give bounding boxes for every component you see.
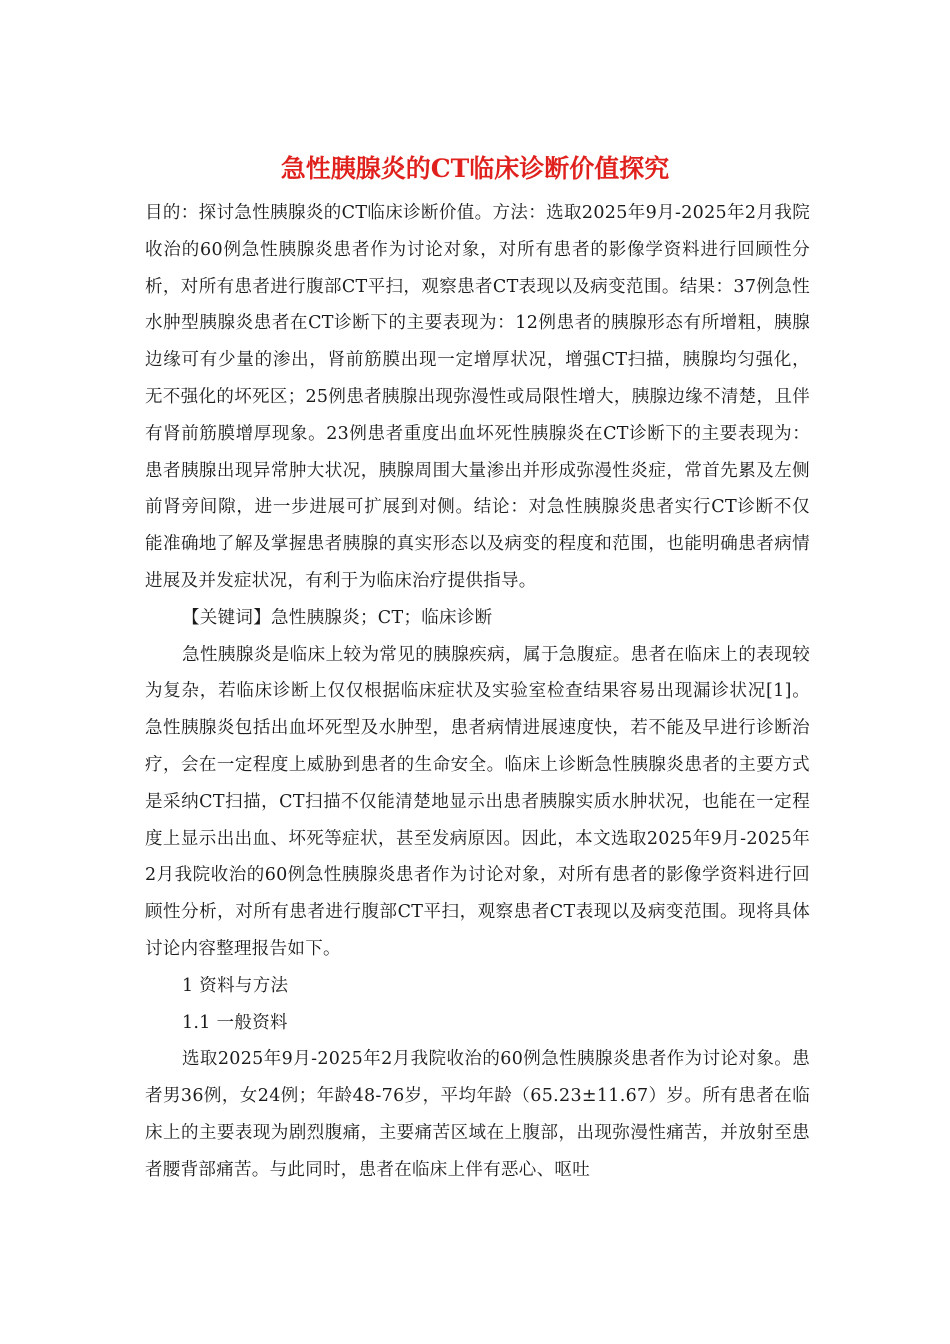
subsection-heading: 1.1 一般资料 bbox=[182, 1012, 288, 1033]
document-body bbox=[145, 195, 810, 1189]
general-info-paragraph: 选取2025年9月-2025年2月我院收治的60例急性胰腺炎患者作为讨论对象。患者男36例，女24例；年龄48-76岁，平均年龄（65.23±11.67）岁。所有患者在临床上的主要表现为剧烈腹痛，主要痛苦区域在上腹部，出现弥漫性痛苦，并放射至患者腰背部痛苦。与此同时，患者在临床上伴有恶心、呕吐 bbox=[145, 1049, 810, 1180]
intro-paragraph: 急性胰腺炎是临床上较为常见的胰腺疾病，属于急腹症。患者在临床上的表现较为复杂，若临床诊断上仅仅根据临床症状及实验室检查结果容易出现漏诊状况[1]。急性胰腺炎包括出血坏死型及水肿型，患者病情进展速度快，若不能及早进行诊断治疗，会在一定程度上威胁到患者的生命安全。临床上诊断急性胰腺炎患者的主要方式是采纳CT扫描，CT扫描不仅能清楚地显示出患者胰腺实质水肿状况，也能在一定程度上显示出出血、坏死等症状，甚至发病原因。因此，本文选取2025年9月-2025年2月我院收治的60例急性胰腺炎患者作为讨论对象，对所有患者的影像学资料进行回顾性分析，对所有患者进行腹部CT平扫，观察患者CT表现以及病变范围。现将具体讨论内容整理报告如下。 bbox=[145, 644, 810, 959]
abstract-paragraph: 目的：探讨急性胰腺炎的CT临床诊断价值。方法：选取2025年9月-2025年2月我院收治的60例急性胰腺炎患者作为讨论对象，对所有患者的影像学资料进行回顾性分析，对所有患者进行腹部CT平扫，观察患者CT表现以及病变范围。结果：37例急性水肿型胰腺炎患者在CT诊断下的主要表现为：12例患者的胰腺形态有所增粗，胰腺边缘可有少量的渗出，肾前筋膜出现一定增厚状况，增强CT扫描，胰腺均匀强化，无不强化的坏死区；25例患者胰腺出现弥漫性或局限性增大，胰腺边缘不清楚，且伴有肾前筋膜增厚现象。23例患者重度出血坏死性胰腺炎在CT诊断下的主要表现为：患者胰腺出现异常肿大状况，胰腺周围大量渗出并形成弥漫性炎症，常首先累及左侧前肾旁间隙，进一步进展可扩展到对侧。结论：对急性胰腺炎患者实行CT诊断不仅能准确地了解及掌握患者胰腺的真实形态以及病变的程度和范围，也能明确患者病情进展及并发症状况，有利于为临床治疗提供指导。 bbox=[145, 203, 810, 591]
section-heading: 1 资料与方法 bbox=[182, 975, 289, 996]
keywords-line: 【关键词】急性胰腺炎；CT；临床诊断 bbox=[182, 607, 493, 628]
document-title: 急性胰腺炎的CT临床诊断价值探究 bbox=[280, 154, 670, 183]
